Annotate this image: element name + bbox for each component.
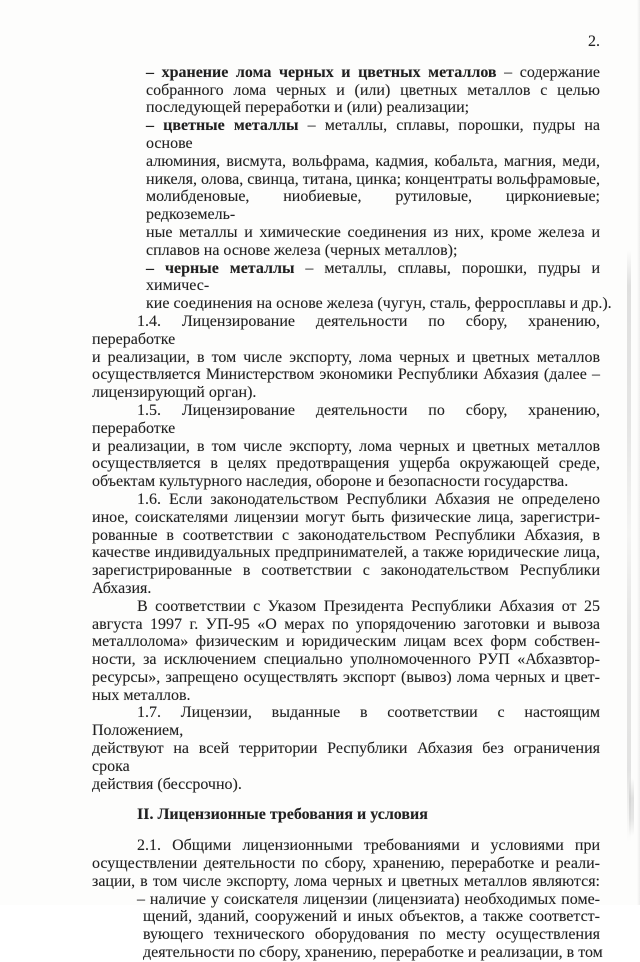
text-segment: молибденовые, ниобиевые, рутиловые, циркониевые; редкоземель- [146,188,600,224]
text-segment: действуют на всей территории Республики Абхазия без ограничения срока [92,740,600,775]
text-line [143,944,603,962]
text-segment: В соответствии с Указом Президента Республики Абхазия от 25 [137,597,600,615]
text-segment: – содержание [496,63,601,81]
text-line [146,117,600,153]
text-segment: осуществлении деятельности по сбору, хранению, переработке и реали- [92,855,600,873]
text-segment: – металлы, сплавы, порошки, пудры на основе [146,117,600,152]
text-line [92,366,600,384]
text-line [92,402,600,438]
clause-1-4 [92,313,600,402]
text-segment: 1.5. Лицензирование деятельности по сбору, хранению, переработке [92,401,600,437]
text-segment: сплавов на основе железа (черных металлов); [146,241,458,259]
text-line [146,82,600,100]
bold-term: – цветные металлы [146,117,299,135]
text-line [92,349,600,367]
text-segment: ресурсы», запрещено осуществлять экспорт (вывоз) лома черных и цвет- [92,668,600,686]
text-line [92,776,600,794]
text-segment: собранного лома черных и (или) цветных металлов с целью [146,81,600,99]
text-segment: зарегистрированные в соответствии с законодательством Республики [92,562,600,580]
text-line [146,260,600,296]
text-segment: августа 1997 г. УП-95 «О мерах по упорядочению заготовки и вывоза [92,615,600,633]
text-segment: и реализации, в том числе экспорту, лома черных и цветных металлов [92,437,600,455]
text-line [92,598,600,616]
text-line [92,651,600,669]
text-segment: алюминия, висмута, вольфрама, кадмия, кобальта, магния, меди, [146,152,600,170]
text-segment: осуществляется Министерством экономики Республики Абхазия (далее – [92,366,600,384]
text-segment: качестве индивидуальных предпринимателей, а также юридические лица, [92,544,600,562]
text-segment: ных металлов. [92,686,191,704]
bold-term: II. Лицензионные требования и условия [137,806,428,824]
text-line [146,99,600,117]
text-line [146,171,600,189]
text-line [92,837,600,855]
text-segment: кие соединения на основе железа (чугун, сталь, ферросплавы и др.). [146,295,612,313]
bold-term: – хранение лома черных и цветных металлов [146,63,497,81]
text-line [143,908,600,926]
text-segment: деятельности по сбору, хранению, переработке и реализации, в том [143,944,603,962]
text-line [92,633,600,651]
clause-1-6 [92,491,600,598]
text-segment: – металлы, сплавы, порошки, пудры и химичес- [146,259,601,295]
text-line [92,704,600,740]
text-line [146,153,600,171]
clause-1-5 [92,402,600,491]
scan-artifact-streak [627,250,631,842]
page-number: 2. [588,33,600,50]
text-line [143,926,600,944]
text-line [92,616,600,634]
text-segment: 1.4. Лицензирование деятельности по сбору, хранению, переработке [92,312,600,348]
text-line [92,873,600,891]
text-segment: Абхазия. [92,579,152,597]
text-line [92,544,600,562]
section-ii-heading [137,806,600,824]
text-line [92,455,600,473]
text-segment: ные металлы и химические соединения из них, кроме железа и [146,223,600,241]
text-line [92,855,600,873]
text-line [146,224,600,242]
text-line [92,580,600,598]
text-line [92,669,600,687]
requirement-premises [137,890,603,962]
bold-term: – черные металлы [146,259,295,277]
clause-1-7 [92,704,600,793]
text-segment: 1.6. Если законодательством Республики Абхазия не определено [137,490,600,508]
text-segment: рованные в соответствии с законодательством Республики Абхазия, в [92,526,600,544]
text-line [92,509,600,527]
text-line [92,740,600,776]
clause-2-1 [92,837,600,890]
text-segment: вующего технического оборудования по месту осуществления [143,926,600,944]
text-line [92,438,600,456]
text-line [92,313,600,349]
text-segment: иное, соискателями лицензии могут быть физические лица, зарегистри- [92,508,600,526]
text-line [146,295,612,313]
text-line [146,188,600,224]
text-line [92,384,600,402]
text-segment: металлолома» физическим и юридическим лицам всех форм собствен- [92,633,600,651]
text-segment: зации, в том числе экспорту, лома черных и цветных металлов являются: [92,872,600,890]
scan-artifact-streak-lower [629,778,634,836]
text-segment: лицензирующий орган). [92,384,257,402]
text-line [92,687,600,705]
text-segment: действия (бессрочно). [92,775,242,793]
text-segment: объектам культурного наследия, обороне и безопасности государства. [92,473,569,491]
text-line [137,890,600,909]
text-segment: никеля, олова, свинца, титана, цинка; концентраты вольфрамовые, [146,170,600,188]
document-body [92,63,612,962]
text-segment: 1.7. Лицензии, выданные в соответствии с настоящим Положением, [92,704,600,740]
text-segment: щений, зданий, сооружений и иных объектов, а также соответст- [143,908,600,926]
decree-up-95-paragraph [92,598,600,705]
definition-storage [146,64,600,117]
text-line [92,562,600,580]
text-segment: ности, за исключением специально уполномоченного РУП «Абхазвтор- [92,651,600,669]
text-line [146,242,600,260]
text-line [92,473,600,491]
text-segment: последующей переработки и (или) реализации; [146,99,470,117]
definition-ferrous-metals [146,259,612,313]
text-line [146,64,600,82]
definition-nonferrous-metals [146,117,600,259]
text-line [92,491,600,509]
text-line [137,806,600,824]
text-line [92,527,600,545]
text-segment: – наличие у соискателя лицензии (лицензиата) необходимых поме- [137,890,600,908]
text-segment: и реализации, в том числе экспорту, лома черных и цветных металлов [92,348,600,366]
text-segment: 2.1. Общими лицензионными требованиями и условиями при [137,837,600,855]
text-segment: осуществляется в целях предотвращения ущерба окружающей среде, [92,455,600,473]
